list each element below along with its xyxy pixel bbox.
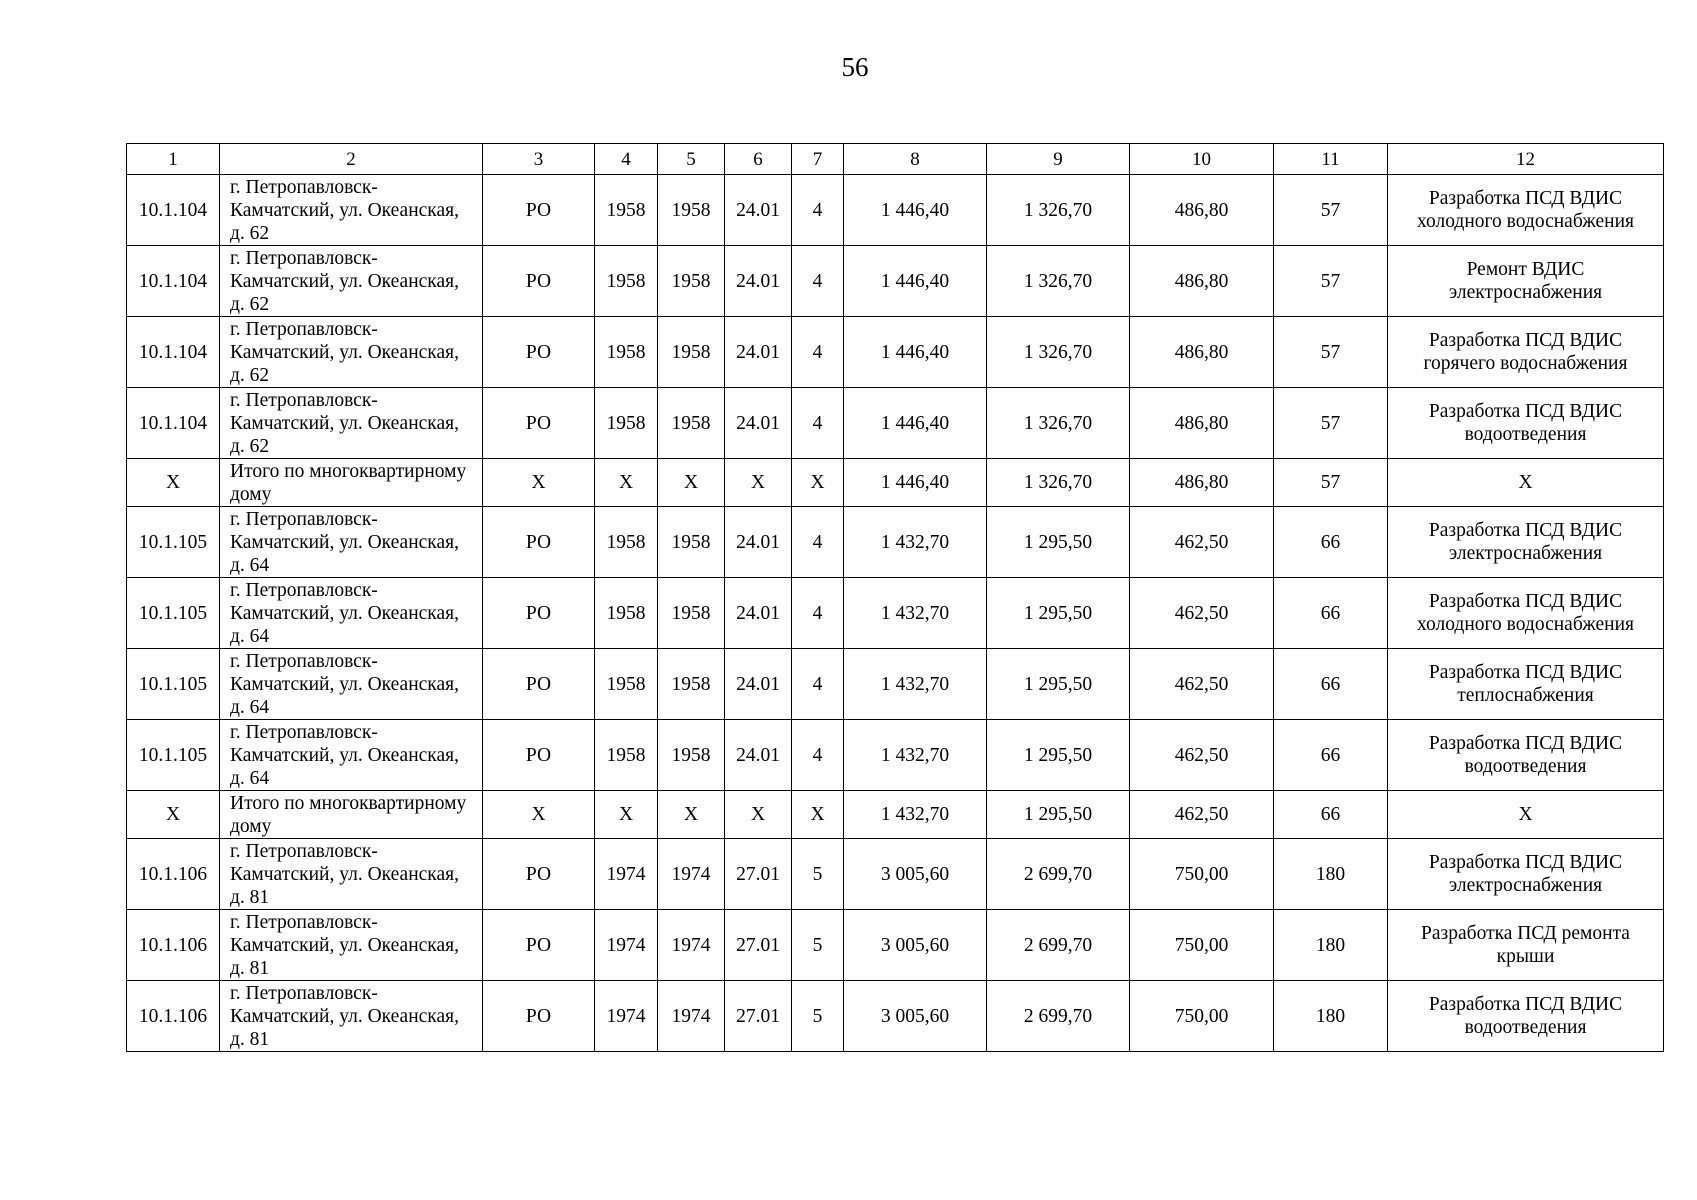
item-number-cell: 10.1.104 xyxy=(127,317,220,388)
work-type-cell: Разработка ПСД ВДИС теплоснабжения xyxy=(1388,649,1664,720)
col5-cell: 1974 xyxy=(658,839,725,910)
col6-cell: 27.01 xyxy=(725,981,792,1052)
work-type-cell: Разработка ПСД ВДИС холодного водоснабжения xyxy=(1388,175,1664,246)
column-header: 9 xyxy=(987,144,1130,175)
column-header: 10 xyxy=(1130,144,1274,175)
col3-cell: РО xyxy=(483,578,595,649)
address-cell: Итого по многоквартирному дому xyxy=(220,791,483,839)
column-header: 6 xyxy=(725,144,792,175)
table-row xyxy=(127,649,1664,720)
col4-cell: 1958 xyxy=(595,649,658,720)
col8-cell: 3 005,60 xyxy=(844,910,987,981)
col10-cell: 486,80 xyxy=(1130,459,1274,507)
col7-cell: Х xyxy=(792,459,844,507)
col6-cell: 27.01 xyxy=(725,910,792,981)
col9-cell: 1 326,70 xyxy=(987,175,1130,246)
table-row xyxy=(127,246,1664,317)
work-type-cell: Разработка ПСД ремонта крыши xyxy=(1388,910,1664,981)
address-cell: г. Петропавловск-Камчатский, ул. Океанская, д. 81 xyxy=(220,910,483,981)
item-number-cell: 10.1.105 xyxy=(127,507,220,578)
col11-cell: 180 xyxy=(1274,910,1388,981)
col7-cell: 4 xyxy=(792,317,844,388)
item-number-cell: 10.1.104 xyxy=(127,246,220,317)
column-header: 7 xyxy=(792,144,844,175)
col10-cell: 750,00 xyxy=(1130,981,1274,1052)
col7-cell: 5 xyxy=(792,981,844,1052)
col11-cell: 57 xyxy=(1274,317,1388,388)
item-number-cell: 10.1.104 xyxy=(127,388,220,459)
column-header: 5 xyxy=(658,144,725,175)
col10-cell: 462,50 xyxy=(1130,649,1274,720)
column-header: 3 xyxy=(483,144,595,175)
address-cell: г. Петропавловск-Камчатский, ул. Океанская, д. 62 xyxy=(220,175,483,246)
col6-cell: 24.01 xyxy=(725,578,792,649)
col7-cell: Х xyxy=(792,791,844,839)
total-row xyxy=(127,791,1664,839)
col5-cell: 1958 xyxy=(658,649,725,720)
table-row xyxy=(127,388,1664,459)
address-cell: Итого по многоквартирному дому xyxy=(220,459,483,507)
item-number-cell: 10.1.106 xyxy=(127,839,220,910)
address-cell: г. Петропавловск-Камчатский, ул. Океанская, д. 62 xyxy=(220,317,483,388)
table-row xyxy=(127,839,1664,910)
col11-cell: 180 xyxy=(1274,839,1388,910)
table-header xyxy=(127,144,1664,175)
col11-cell: 57 xyxy=(1274,175,1388,246)
col7-cell: 4 xyxy=(792,388,844,459)
col6-cell: 24.01 xyxy=(725,649,792,720)
col4-cell: 1958 xyxy=(595,578,658,649)
col3-cell: РО xyxy=(483,175,595,246)
col6-cell: 24.01 xyxy=(725,317,792,388)
col8-cell: 1 446,40 xyxy=(844,317,987,388)
col11-cell: 66 xyxy=(1274,791,1388,839)
col11-cell: 66 xyxy=(1274,578,1388,649)
address-cell: г. Петропавловск-Камчатский, ул. Океанская, д. 64 xyxy=(220,578,483,649)
table-row xyxy=(127,578,1664,649)
col5-cell: 1958 xyxy=(658,317,725,388)
item-number-cell: Х xyxy=(127,459,220,507)
col11-cell: 66 xyxy=(1274,720,1388,791)
col9-cell: 1 326,70 xyxy=(987,459,1130,507)
col9-cell: 1 326,70 xyxy=(987,246,1130,317)
work-type-cell: Разработка ПСД ВДИС водоотведения xyxy=(1388,720,1664,791)
address-cell: г. Петропавловск-Камчатский, ул. Океанская, д. 64 xyxy=(220,649,483,720)
col10-cell: 750,00 xyxy=(1130,839,1274,910)
col8-cell: 1 432,70 xyxy=(844,507,987,578)
col6-cell: 24.01 xyxy=(725,246,792,317)
work-type-cell: Х xyxy=(1388,791,1664,839)
col4-cell: 1958 xyxy=(595,507,658,578)
address-cell: г. Петропавловск-Камчатский, ул. Океанская, д. 64 xyxy=(220,507,483,578)
col6-cell: 24.01 xyxy=(725,720,792,791)
work-type-cell: Разработка ПСД ВДИС электроснабжения xyxy=(1388,839,1664,910)
column-header: 4 xyxy=(595,144,658,175)
work-type-cell: Разработка ПСД ВДИС электроснабжения xyxy=(1388,507,1664,578)
col7-cell: 4 xyxy=(792,649,844,720)
col4-cell: Х xyxy=(595,459,658,507)
column-header: 8 xyxy=(844,144,987,175)
item-number-cell: 10.1.104 xyxy=(127,175,220,246)
col8-cell: 1 446,40 xyxy=(844,459,987,507)
column-header: 1 xyxy=(127,144,220,175)
col5-cell: 1974 xyxy=(658,910,725,981)
col9-cell: 2 699,70 xyxy=(987,910,1130,981)
col10-cell: 486,80 xyxy=(1130,175,1274,246)
table-row xyxy=(127,981,1664,1052)
col3-cell: Х xyxy=(483,459,595,507)
col4-cell: 1958 xyxy=(595,175,658,246)
col8-cell: 1 432,70 xyxy=(844,791,987,839)
item-number-cell: Х xyxy=(127,791,220,839)
column-header: 12 xyxy=(1388,144,1664,175)
col5-cell: 1958 xyxy=(658,578,725,649)
col10-cell: 486,80 xyxy=(1130,246,1274,317)
col3-cell: РО xyxy=(483,839,595,910)
col5-cell: 1958 xyxy=(658,507,725,578)
col5-cell: 1958 xyxy=(658,388,725,459)
col3-cell: РО xyxy=(483,246,595,317)
table-row xyxy=(127,720,1664,791)
col4-cell: 1974 xyxy=(595,910,658,981)
total-row xyxy=(127,459,1664,507)
col8-cell: 1 446,40 xyxy=(844,388,987,459)
work-type-cell: Разработка ПСД ВДИС водоотведения xyxy=(1388,388,1664,459)
col6-cell: 24.01 xyxy=(725,507,792,578)
col3-cell: РО xyxy=(483,388,595,459)
col9-cell: 1 326,70 xyxy=(987,388,1130,459)
col5-cell: 1958 xyxy=(658,246,725,317)
column-header: 2 xyxy=(220,144,483,175)
col6-cell: 27.01 xyxy=(725,839,792,910)
col8-cell: 1 432,70 xyxy=(844,578,987,649)
work-type-cell: Разработка ПСД ВДИС водоотведения xyxy=(1388,981,1664,1052)
col3-cell: РО xyxy=(483,910,595,981)
col11-cell: 57 xyxy=(1274,388,1388,459)
work-type-cell: Разработка ПСД ВДИС горячего водоснабжения xyxy=(1388,317,1664,388)
col11-cell: 66 xyxy=(1274,507,1388,578)
address-cell: г. Петропавловск-Камчатский, ул. Океанская, д. 81 xyxy=(220,839,483,910)
col11-cell: 180 xyxy=(1274,981,1388,1052)
col5-cell: Х xyxy=(658,791,725,839)
col11-cell: 57 xyxy=(1274,246,1388,317)
col8-cell: 1 432,70 xyxy=(844,720,987,791)
col7-cell: 4 xyxy=(792,507,844,578)
col4-cell: 1958 xyxy=(595,246,658,317)
col4-cell: Х xyxy=(595,791,658,839)
item-number-cell: 10.1.105 xyxy=(127,578,220,649)
col3-cell: РО xyxy=(483,720,595,791)
col5-cell: 1974 xyxy=(658,981,725,1052)
col4-cell: 1958 xyxy=(595,720,658,791)
col9-cell: 1 295,50 xyxy=(987,720,1130,791)
col4-cell: 1958 xyxy=(595,388,658,459)
work-type-cell: Х xyxy=(1388,459,1664,507)
address-cell: г. Петропавловск-Камчатский, ул. Океанская, д. 81 xyxy=(220,981,483,1052)
col4-cell: 1974 xyxy=(595,839,658,910)
col10-cell: 462,50 xyxy=(1130,507,1274,578)
col4-cell: 1974 xyxy=(595,981,658,1052)
col7-cell: 5 xyxy=(792,839,844,910)
col8-cell: 1 432,70 xyxy=(844,649,987,720)
col3-cell: РО xyxy=(483,317,595,388)
col10-cell: 750,00 xyxy=(1130,910,1274,981)
col6-cell: 24.01 xyxy=(725,388,792,459)
col3-cell: РО xyxy=(483,981,595,1052)
col5-cell: 1958 xyxy=(658,175,725,246)
work-type-cell: Разработка ПСД ВДИС холодного водоснабжения xyxy=(1388,578,1664,649)
col7-cell: 4 xyxy=(792,175,844,246)
col11-cell: 66 xyxy=(1274,649,1388,720)
address-cell: г. Петропавловск-Камчатский, ул. Океанская, д. 62 xyxy=(220,388,483,459)
col8-cell: 1 446,40 xyxy=(844,246,987,317)
table-row xyxy=(127,175,1664,246)
item-number-cell: 10.1.106 xyxy=(127,981,220,1052)
col6-cell: Х xyxy=(725,459,792,507)
col7-cell: 4 xyxy=(792,578,844,649)
column-header: 11 xyxy=(1274,144,1388,175)
col3-cell: Х xyxy=(483,791,595,839)
col9-cell: 1 326,70 xyxy=(987,317,1130,388)
work-type-cell: Ремонт ВДИС электроснабжения xyxy=(1388,246,1664,317)
col8-cell: 3 005,60 xyxy=(844,981,987,1052)
col9-cell: 2 699,70 xyxy=(987,839,1130,910)
col6-cell: 24.01 xyxy=(725,175,792,246)
col9-cell: 1 295,50 xyxy=(987,649,1130,720)
item-number-cell: 10.1.106 xyxy=(127,910,220,981)
table-row xyxy=(127,910,1664,981)
page-number: 56 xyxy=(841,52,869,82)
col8-cell: 1 446,40 xyxy=(844,175,987,246)
col3-cell: РО xyxy=(483,649,595,720)
col9-cell: 1 295,50 xyxy=(987,507,1130,578)
col5-cell: 1958 xyxy=(658,720,725,791)
col4-cell: 1958 xyxy=(595,317,658,388)
col10-cell: 486,80 xyxy=(1130,388,1274,459)
housing-works-table xyxy=(126,143,1664,1052)
col9-cell: 2 699,70 xyxy=(987,981,1130,1052)
col7-cell: 4 xyxy=(792,246,844,317)
col10-cell: 462,50 xyxy=(1130,791,1274,839)
col9-cell: 1 295,50 xyxy=(987,791,1130,839)
address-cell: г. Петропавловск-Камчатский, ул. Океанская, д. 64 xyxy=(220,720,483,791)
item-number-cell: 10.1.105 xyxy=(127,720,220,791)
col6-cell: Х xyxy=(725,791,792,839)
table-row xyxy=(127,507,1664,578)
address-cell: г. Петропавловск-Камчатский, ул. Океанская, д. 62 xyxy=(220,246,483,317)
table-body xyxy=(127,175,1664,1052)
col7-cell: 5 xyxy=(792,910,844,981)
col5-cell: Х xyxy=(658,459,725,507)
col9-cell: 1 295,50 xyxy=(987,578,1130,649)
table-row xyxy=(127,317,1664,388)
col10-cell: 462,50 xyxy=(1130,578,1274,649)
col11-cell: 57 xyxy=(1274,459,1388,507)
col10-cell: 462,50 xyxy=(1130,720,1274,791)
col7-cell: 4 xyxy=(792,720,844,791)
item-number-cell: 10.1.105 xyxy=(127,649,220,720)
col3-cell: РО xyxy=(483,507,595,578)
col8-cell: 3 005,60 xyxy=(844,839,987,910)
column-number-row xyxy=(127,144,1664,175)
col10-cell: 486,80 xyxy=(1130,317,1274,388)
